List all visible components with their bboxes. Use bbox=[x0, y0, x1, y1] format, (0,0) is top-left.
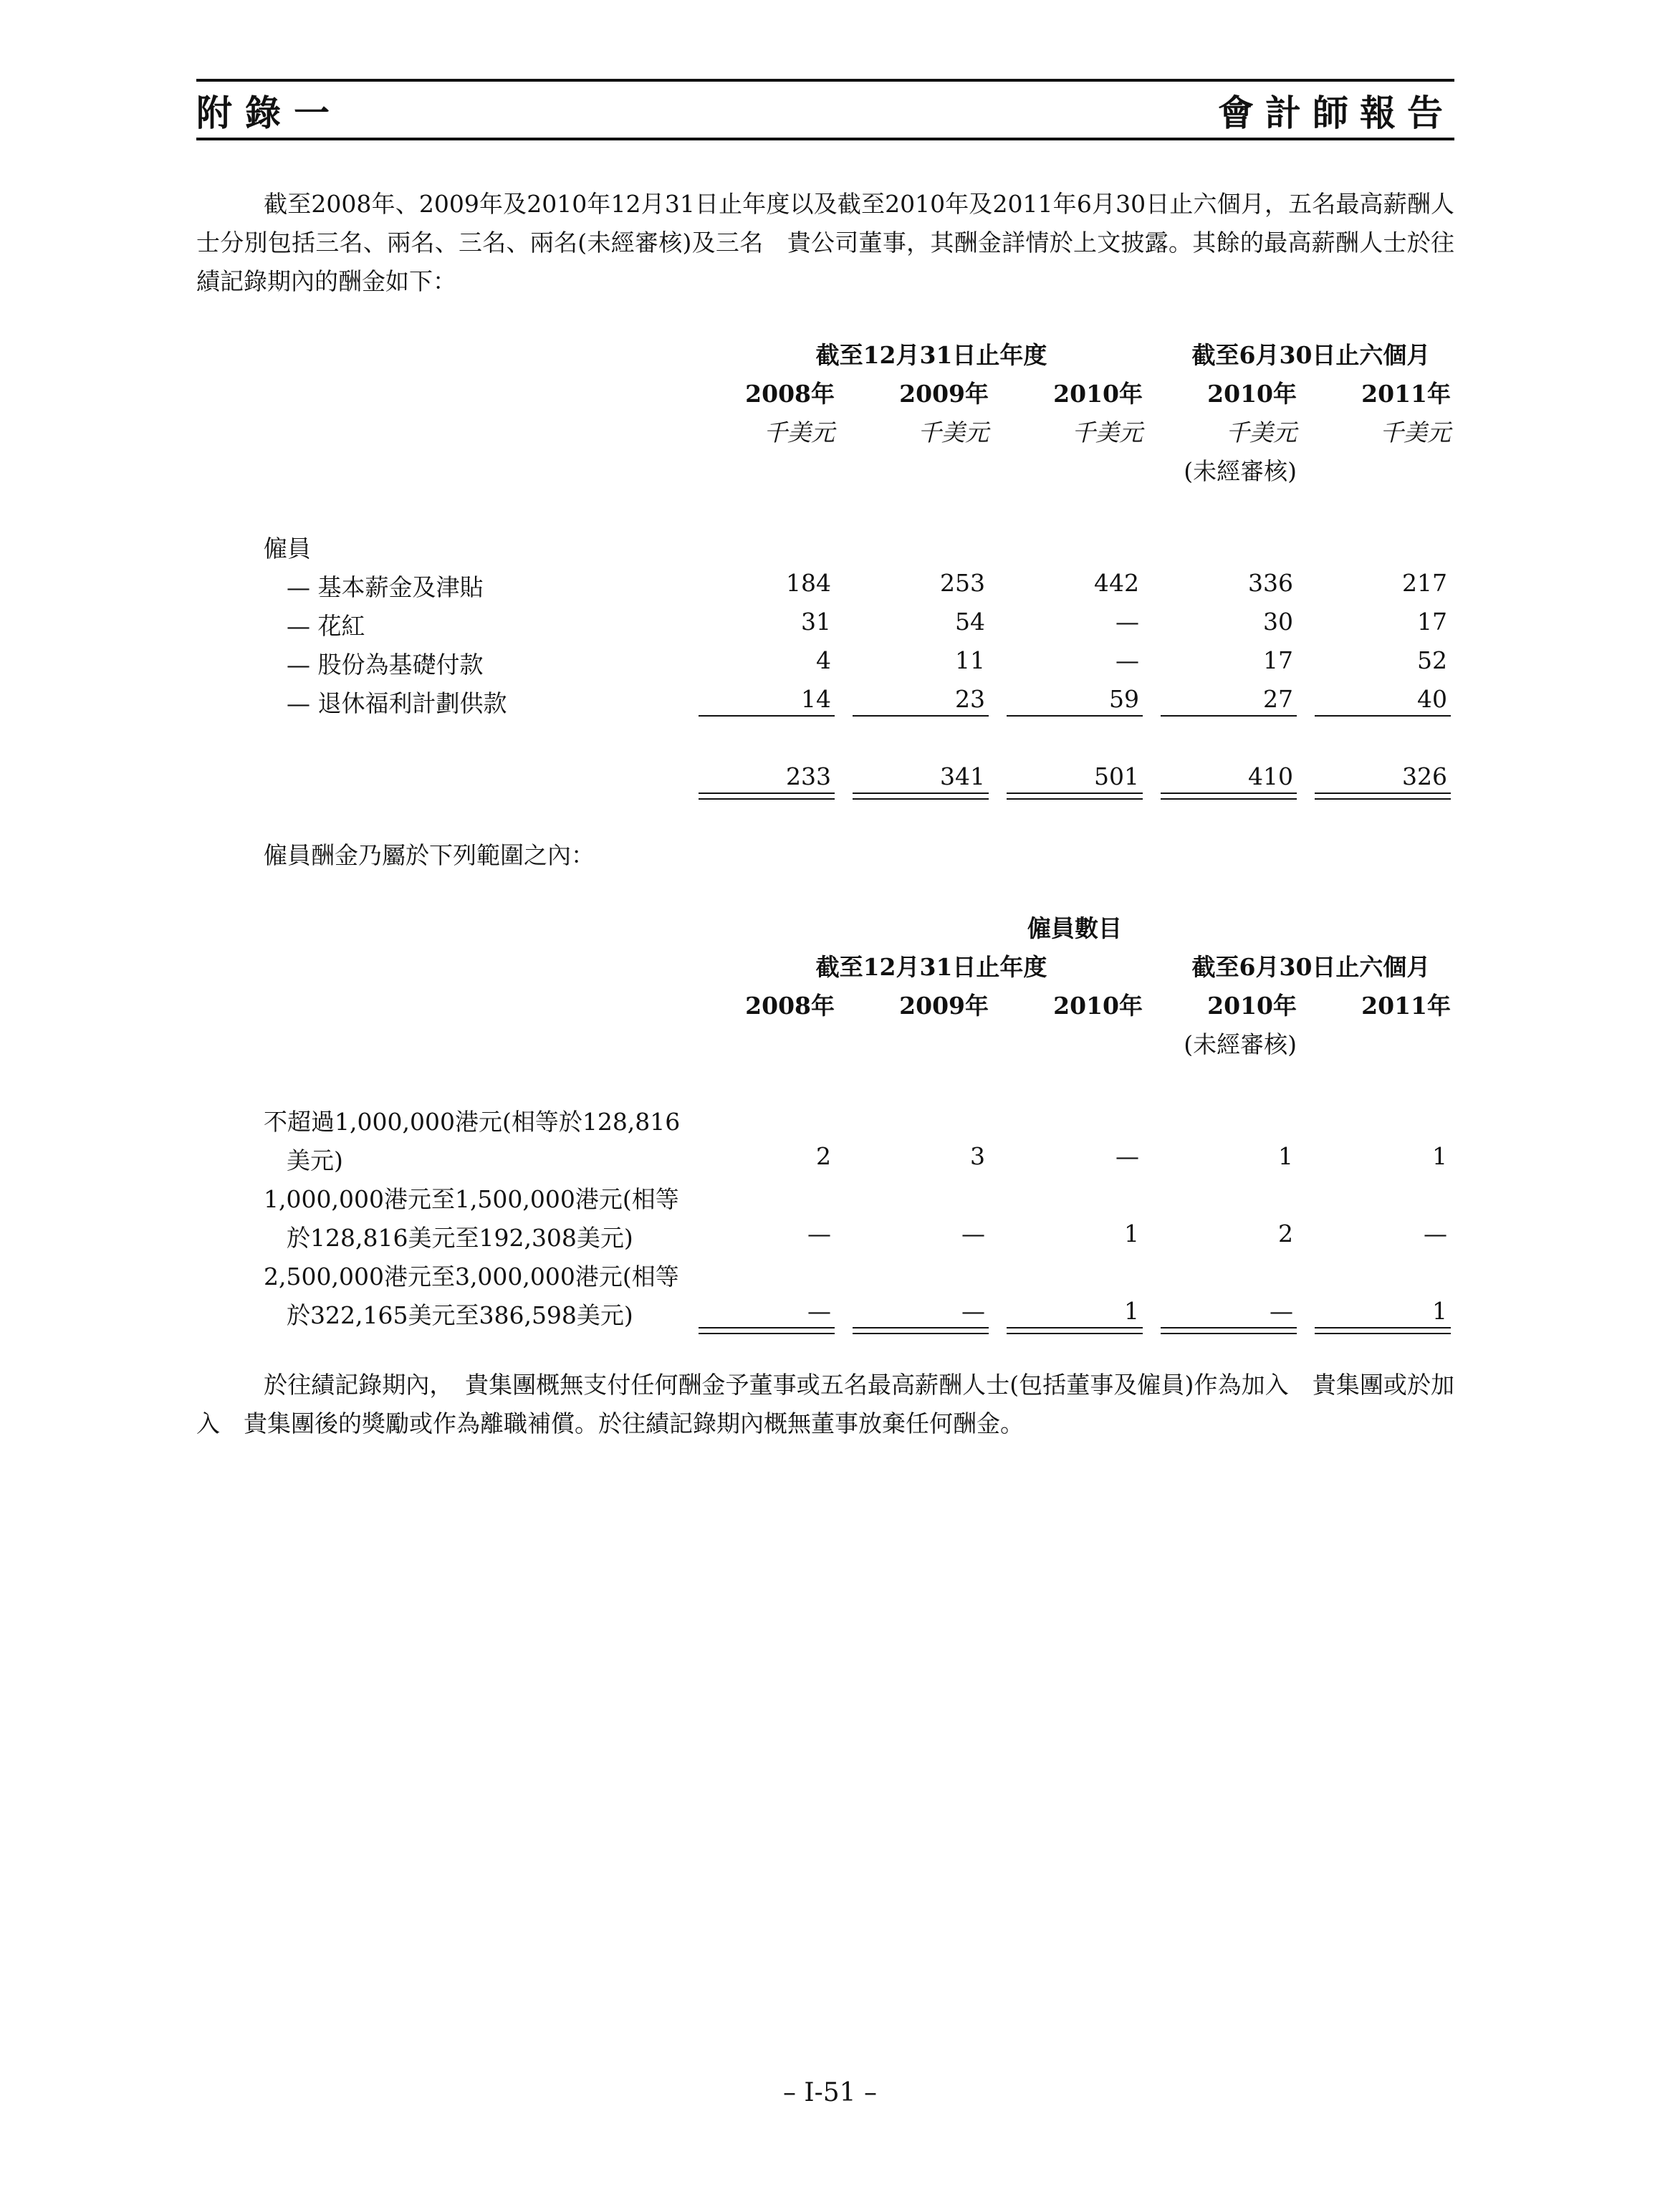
unaudited-note: (未經審核) bbox=[1184, 1030, 1297, 1058]
page-number: – I-51 – bbox=[782, 2078, 878, 2107]
table-cell: 4 bbox=[816, 646, 831, 674]
table-cell: 52 bbox=[1417, 646, 1447, 674]
total-cell: 233 bbox=[786, 762, 831, 790]
table-cell: 336 bbox=[1248, 569, 1293, 597]
year-col-2: 2009年 bbox=[899, 380, 989, 408]
band-label-line2: 美元) bbox=[287, 1146, 343, 1174]
year-col-4: 2010年 bbox=[1207, 992, 1297, 1020]
table-cell: 59 bbox=[1109, 685, 1139, 713]
table-cell: 2 bbox=[816, 1142, 831, 1170]
table-cell: 1 bbox=[1432, 1142, 1447, 1170]
appendix-title: 附錄一 bbox=[196, 92, 342, 134]
unit-col-4: 千美元 bbox=[1226, 418, 1297, 446]
subtotal-rule bbox=[1007, 715, 1143, 717]
row-label-retirement: — 退休福利計劃供款 bbox=[287, 689, 507, 717]
table-cell: 31 bbox=[801, 608, 831, 636]
band-label-line1: 2,500,000港元至3,000,000港元(相等 bbox=[264, 1263, 679, 1291]
unit-col-3: 千美元 bbox=[1072, 418, 1143, 446]
total-double-rule bbox=[1161, 1327, 1297, 1334]
table-cell: 3 bbox=[970, 1142, 985, 1170]
unit-col-1: 千美元 bbox=[764, 418, 835, 446]
table-cell: 1 bbox=[1278, 1142, 1293, 1170]
year-col-2: 2009年 bbox=[899, 992, 989, 1020]
table-cell: — bbox=[1116, 1142, 1139, 1170]
intro-paragraph bbox=[196, 185, 1454, 301]
unaudited-note: (未經審核) bbox=[1184, 457, 1297, 485]
table-cell: 23 bbox=[955, 685, 985, 713]
table-cell: 1 bbox=[1124, 1220, 1139, 1248]
closing-paragraph bbox=[196, 1366, 1454, 1443]
table-cell: 14 bbox=[801, 685, 831, 713]
year-col-1: 2008年 bbox=[745, 380, 835, 408]
range-intro: 僱員酬金乃屬於下列範圍之內： bbox=[264, 841, 595, 869]
table-cell: — bbox=[807, 1297, 831, 1325]
year-col-3: 2010年 bbox=[1053, 992, 1143, 1020]
header-top-rule bbox=[196, 79, 1454, 82]
section-label-employees: 僱員 bbox=[264, 535, 311, 562]
total-cell: 410 bbox=[1248, 762, 1293, 790]
table-cell: 442 bbox=[1094, 569, 1139, 597]
total-cell: 326 bbox=[1402, 762, 1447, 790]
total-double-rule bbox=[1161, 793, 1297, 800]
table-cell: 30 bbox=[1263, 608, 1293, 636]
table-cell: — bbox=[1116, 646, 1139, 674]
group-header-years: 截至12月31日止年度 bbox=[815, 341, 1047, 369]
subtotal-rule bbox=[853, 715, 989, 717]
subtotal-rule bbox=[1315, 715, 1451, 717]
unit-col-2: 千美元 bbox=[918, 418, 989, 446]
total-double-rule bbox=[699, 793, 835, 800]
page-header bbox=[196, 85, 1454, 132]
unit-col-5: 千美元 bbox=[1380, 418, 1451, 446]
total-double-rule bbox=[853, 793, 989, 800]
intro-text: 截至2008年、2009年及2010年12月31日止年度以及截至2010年及2011年6月30日止六個月，五名最高薪酬人士分別包括三名、兩名、三名、兩名(未經審核)及三名 貴公司董事，其酬金詳情於上文披露。其餘的最高薪酬人士於往績記錄期內的酬金如下： bbox=[196, 190, 1454, 295]
table-cell: — bbox=[961, 1220, 985, 1248]
subtotal-rule bbox=[1161, 715, 1297, 717]
subtotal-rule bbox=[699, 715, 835, 717]
total-double-rule bbox=[1007, 1327, 1143, 1334]
header-bottom-rule bbox=[196, 138, 1454, 140]
table-cell: 17 bbox=[1263, 646, 1293, 674]
table-cell: — bbox=[807, 1220, 831, 1248]
table-cell: 54 bbox=[955, 608, 985, 636]
table-cell: 253 bbox=[940, 569, 985, 597]
total-cell: 501 bbox=[1094, 762, 1139, 790]
table-cell: — bbox=[1116, 608, 1139, 636]
group-header-six-months: 截至6月30日止六個月 bbox=[1191, 953, 1431, 981]
total-double-rule bbox=[1315, 1327, 1451, 1334]
row-label-bonus: — 花紅 bbox=[287, 612, 365, 640]
table-cell: 217 bbox=[1402, 569, 1447, 597]
total-double-rule bbox=[1007, 793, 1143, 800]
table-cell: 11 bbox=[955, 646, 985, 674]
band-label-line2: 於322,165美元至386,598美元) bbox=[287, 1301, 633, 1329]
closing-text: 於往績記錄期內， 貴集團概無支付任何酬金予董事或五名最高薪酬人士(包括董事及僱員)作為加入 貴集團或於加入 貴集團後的獎勵或作為離職補償。於往績記錄期內概無董事放棄任何酬金。 bbox=[196, 1371, 1454, 1437]
year-col-1: 2008年 bbox=[745, 992, 835, 1020]
table-cell: — bbox=[1424, 1220, 1447, 1248]
year-col-5: 2011年 bbox=[1361, 992, 1451, 1020]
total-double-rule bbox=[1315, 793, 1451, 800]
table-cell: 40 bbox=[1417, 685, 1447, 713]
band-label-line1: 1,000,000港元至1,500,000港元(相等 bbox=[264, 1185, 679, 1213]
table-cell: — bbox=[1270, 1297, 1293, 1325]
row-label-share-based: — 股份為基礎付款 bbox=[287, 651, 484, 679]
band-label-line2: 於128,816美元至192,308美元) bbox=[287, 1224, 633, 1252]
table-cell: — bbox=[961, 1297, 985, 1325]
table-title: 僱員數目 bbox=[1027, 914, 1122, 942]
year-col-5: 2011年 bbox=[1361, 380, 1451, 408]
total-double-rule bbox=[853, 1327, 989, 1334]
band-label-line1: 不超過1,000,000港元(相等於128,816 bbox=[264, 1108, 681, 1136]
year-col-4: 2010年 bbox=[1207, 380, 1297, 408]
table-cell: 184 bbox=[786, 569, 831, 597]
table-cell: 2 bbox=[1278, 1220, 1293, 1248]
table-cell: 27 bbox=[1263, 685, 1293, 713]
section-title: 會計師報告 bbox=[1218, 92, 1454, 134]
group-header-years: 截至12月31日止年度 bbox=[815, 953, 1047, 981]
table-cell: 1 bbox=[1124, 1297, 1139, 1325]
table-cell: 17 bbox=[1417, 608, 1447, 636]
total-double-rule bbox=[699, 1327, 835, 1334]
year-col-3: 2010年 bbox=[1053, 380, 1143, 408]
row-label-basic-salary: — 基本薪金及津貼 bbox=[287, 573, 484, 601]
total-cell: 341 bbox=[940, 762, 985, 790]
table-cell: 1 bbox=[1432, 1297, 1447, 1325]
group-header-six-months: 截至6月30日止六個月 bbox=[1191, 341, 1431, 369]
